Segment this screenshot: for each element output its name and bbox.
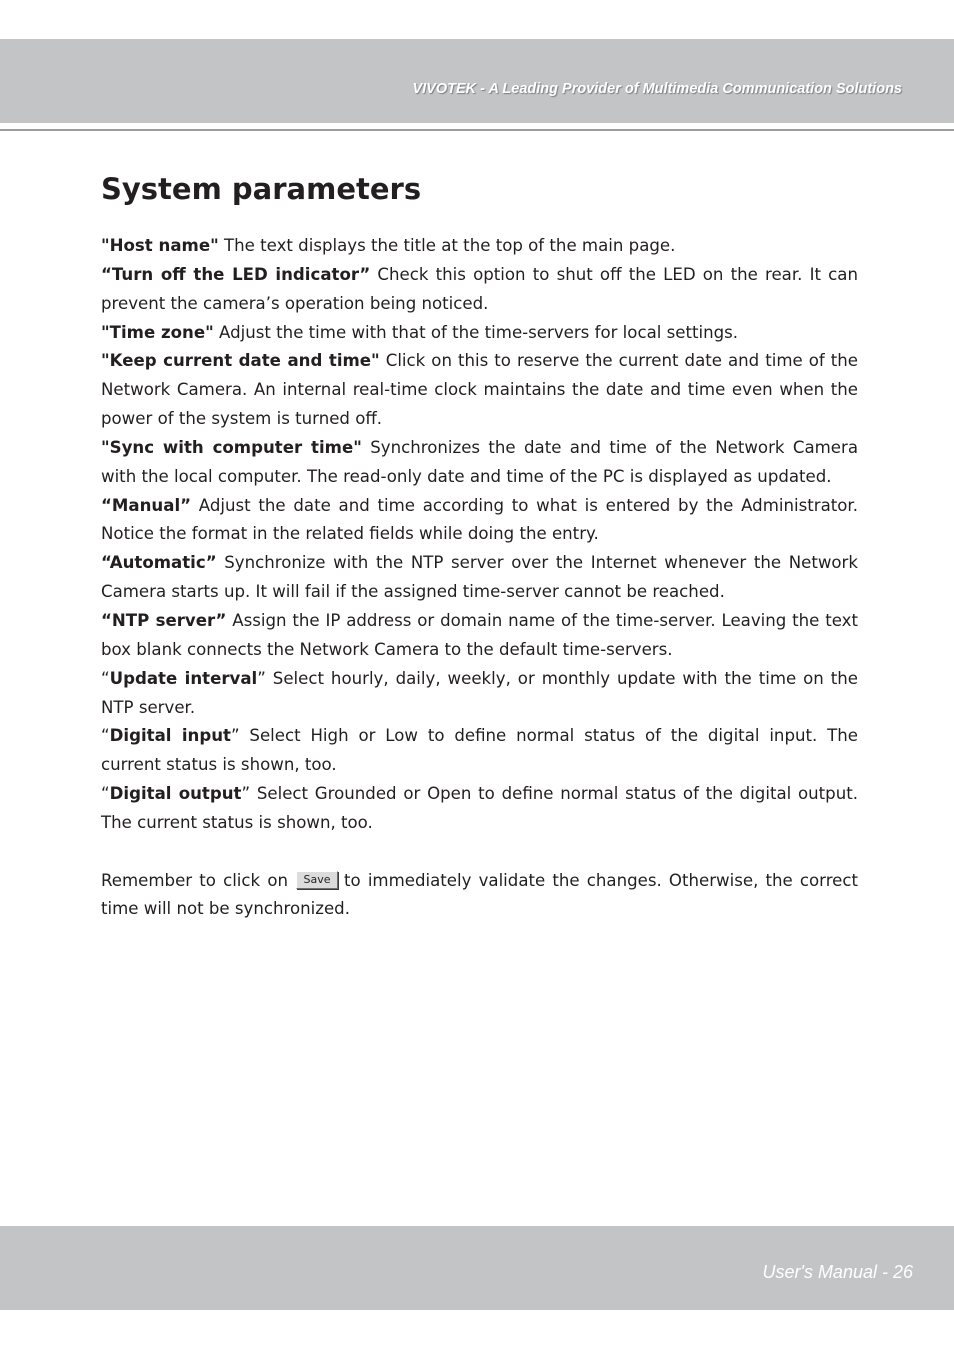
- param-desc: Assign the IP address or domain name of the time-server. Leaving the text box blank connects the Network Camera to the default time-servers.: [101, 610, 858, 659]
- footer-page-label: User's Manual - 26: [762, 1262, 913, 1282]
- param-term: Digital input: [109, 726, 231, 746]
- param-time-zone: [101, 319, 858, 348]
- param-update-interval: [101, 665, 858, 723]
- param-led-indicator: [101, 261, 858, 319]
- param-open-quote: “: [101, 726, 110, 746]
- parameter-list: [101, 232, 858, 924]
- param-desc: ” Select hourly, daily, weekly, or monthly update with the time on the NTP server.: [101, 668, 858, 717]
- param-desc: Adjust the time with that of the time-servers for local settings.: [213, 322, 739, 342]
- param-desc: ” Select Grounded or Open to define normal status of the digital output. The current status is shown, too.: [101, 784, 858, 832]
- param-digital-input: [101, 722, 858, 780]
- header-tagline: VIVOTEK - A Leading Provider of Multimedia Communication Solutions: [412, 81, 902, 97]
- footer-band: [0, 1226, 954, 1310]
- page-title: System parameters: [101, 172, 422, 206]
- save-reminder: [101, 867, 858, 925]
- param-term: Update interval: [109, 668, 258, 688]
- param-desc: Adjust the date and time according to what is entered by the Administrator. Notice the format in the related fields while doing the entry.: [101, 495, 858, 544]
- param-desc: Synchronize with the NTP server over the Internet whenever the Network Camera starts up. It will fail if the assigned time-server cannot be reached.: [101, 553, 858, 602]
- param-desc: Synchronizes the date and time of the Network Camera with the local computer. The read-only date and time of the PC is displayed as updated.: [101, 437, 858, 486]
- header-band: [0, 39, 954, 123]
- param-ntp-server: [101, 607, 858, 665]
- param-desc: The text displays the title at the top of the main page.: [218, 236, 676, 255]
- param-term: Digital output: [109, 784, 242, 804]
- param-keep-current: [101, 347, 858, 434]
- param-open-quote: “: [101, 668, 110, 688]
- header-divider: [0, 129, 954, 131]
- reminder-text-before: Remember to click on: [101, 870, 288, 890]
- param-automatic: [101, 549, 858, 607]
- param-sync-computer: [101, 434, 858, 492]
- param-desc: Check this option to shut off the LED on the rear. It can prevent the camera’s operation being noticed.: [101, 264, 858, 313]
- param-digital-output: [101, 780, 858, 838]
- param-term: "Sync with computer time": [101, 437, 362, 457]
- save-button[interactable]: Save: [296, 871, 338, 889]
- param-term: "Host name": [101, 236, 219, 255]
- param-term: “Automatic”: [101, 553, 217, 573]
- param-term: "Time zone": [101, 322, 214, 342]
- param-manual: [101, 492, 858, 550]
- param-term: "Keep current date and time": [101, 351, 380, 371]
- param-term: “NTP server”: [101, 610, 227, 630]
- param-host-name: [101, 232, 858, 261]
- param-desc: ” Select High or Low to define normal status of the digital input. The current status is shown, too.: [101, 726, 859, 775]
- param-open-quote: “: [101, 784, 110, 804]
- param-desc: Click on this to reserve the current date and time of the Network Camera. An internal real-time clock maintains the date and time even when the power of the system is turned off.: [101, 351, 858, 429]
- paragraph-spacer: [101, 838, 858, 867]
- reminder-text-after: to immediately validate the changes. Otherwise, the correct time will not be synchronized.: [101, 870, 859, 919]
- param-term: “Turn off the LED indicator”: [101, 264, 371, 284]
- param-term: “Manual”: [101, 495, 192, 515]
